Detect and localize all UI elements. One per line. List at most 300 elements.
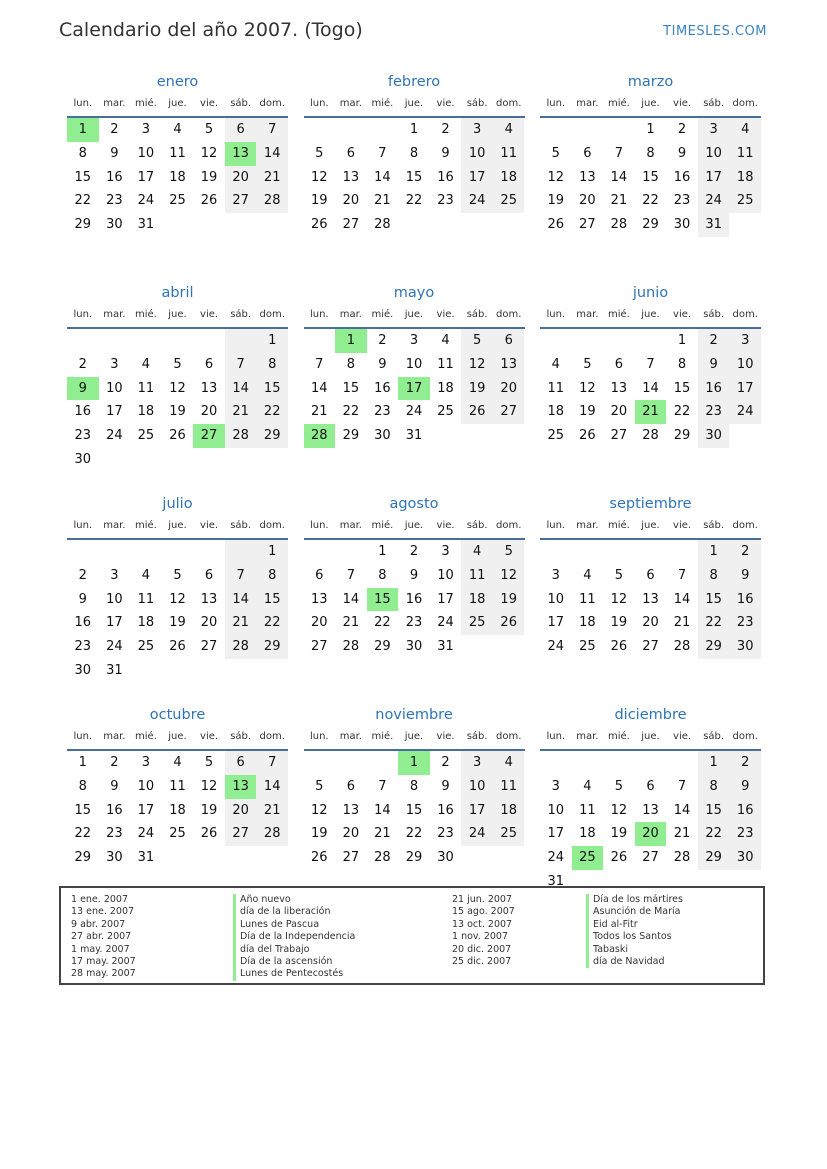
day-cell[interactable]: 30: [437, 850, 454, 866]
day-cell[interactable]: 27: [342, 217, 360, 233]
day-cell[interactable]: 14: [311, 380, 328, 396]
day-cell[interactable]: 28: [225, 424, 257, 448]
day-cell[interactable]: 20: [311, 615, 328, 631]
day-cell[interactable]: 26: [461, 400, 493, 424]
day-cell[interactable]: 5: [173, 567, 182, 583]
day-cell[interactable]: 4: [141, 356, 151, 372]
day-cell[interactable]: 9: [110, 778, 119, 794]
day-cell[interactable]: 18: [169, 802, 186, 818]
day-cell[interactable]: 24: [461, 822, 493, 846]
day-cell[interactable]: 22: [673, 404, 691, 420]
day-cell[interactable]: 28: [256, 822, 288, 846]
day-cell[interactable]: 30: [729, 635, 761, 659]
day-cell[interactable]: 11: [169, 778, 186, 794]
day-cell[interactable]: 24: [547, 850, 565, 866]
day-cell[interactable]: 17: [437, 591, 454, 607]
day-cell[interactable]: 31: [437, 639, 454, 655]
day-cell[interactable]: 26: [311, 850, 328, 866]
day-cell[interactable]: 20: [200, 404, 218, 420]
day-cell[interactable]: 21: [673, 826, 691, 842]
day-cell[interactable]: 18: [493, 166, 525, 190]
day-cell[interactable]: 19: [169, 404, 186, 420]
day-cell[interactable]: 16: [673, 169, 691, 185]
day-cell[interactable]: 10: [461, 142, 493, 166]
day-cell[interactable]: 25: [729, 189, 761, 213]
day-cell[interactable]: 20: [579, 193, 596, 209]
day-cell[interactable]: 23: [374, 404, 391, 420]
day-cell[interactable]: 8: [409, 778, 419, 794]
day-cell[interactable]: 6: [583, 145, 592, 161]
day-cell[interactable]: 15: [74, 169, 92, 185]
day-cell[interactable]: 31: [547, 873, 565, 889]
day-cell[interactable]: 14: [256, 142, 288, 166]
day-cell[interactable]: 20: [610, 404, 628, 420]
day-cell[interactable]: 28: [256, 189, 288, 213]
holiday-day-cell[interactable]: 27: [193, 424, 225, 448]
day-cell[interactable]: 3: [729, 329, 761, 353]
day-cell[interactable]: 7: [646, 356, 655, 372]
day-cell[interactable]: 19: [311, 826, 328, 842]
day-cell[interactable]: 12: [547, 169, 565, 185]
day-cell[interactable]: 6: [493, 329, 525, 353]
day-cell[interactable]: 15: [74, 802, 92, 818]
day-cell[interactable]: 14: [256, 775, 288, 799]
holiday-day-cell[interactable]: 13: [225, 142, 257, 166]
day-cell[interactable]: 14: [374, 169, 391, 185]
day-cell[interactable]: 26: [493, 611, 525, 635]
day-cell[interactable]: 24: [437, 615, 454, 631]
day-cell[interactable]: 8: [409, 145, 419, 161]
day-cell[interactable]: 14: [642, 380, 659, 396]
day-cell[interactable]: 25: [169, 193, 186, 209]
day-cell[interactable]: 20: [642, 615, 659, 631]
day-cell[interactable]: 13: [200, 591, 218, 607]
day-cell[interactable]: 4: [493, 751, 525, 775]
day-cell[interactable]: 16: [437, 169, 454, 185]
day-cell[interactable]: 4: [551, 356, 560, 372]
day-cell[interactable]: 22: [74, 826, 92, 842]
day-cell[interactable]: 3: [551, 778, 560, 794]
holiday-day-cell[interactable]: 9: [67, 377, 99, 401]
day-cell[interactable]: 3: [409, 333, 419, 348]
day-cell[interactable]: 24: [137, 193, 155, 209]
day-cell[interactable]: 30: [374, 428, 391, 444]
day-cell[interactable]: 17: [461, 799, 493, 823]
day-cell[interactable]: 25: [137, 428, 155, 444]
day-cell[interactable]: 7: [225, 353, 257, 377]
day-cell[interactable]: 23: [729, 611, 761, 635]
day-cell[interactable]: 11: [579, 802, 596, 818]
day-cell[interactable]: 6: [315, 567, 324, 583]
day-cell[interactable]: 22: [642, 193, 659, 209]
day-cell[interactable]: 19: [311, 193, 328, 209]
day-cell[interactable]: 14: [610, 169, 628, 185]
day-cell[interactable]: 12: [169, 380, 186, 396]
day-cell[interactable]: 21: [311, 404, 328, 420]
day-cell[interactable]: 2: [78, 356, 87, 372]
day-cell[interactable]: 16: [698, 377, 730, 401]
day-cell[interactable]: 24: [729, 400, 761, 424]
day-cell[interactable]: 12: [610, 591, 628, 607]
day-cell[interactable]: 21: [374, 826, 391, 842]
day-cell[interactable]: 9: [378, 356, 387, 372]
day-cell[interactable]: 10: [106, 591, 123, 607]
day-cell[interactable]: 10: [461, 775, 493, 799]
day-cell[interactable]: 22: [374, 615, 391, 631]
day-cell[interactable]: 3: [461, 118, 493, 142]
day-cell[interactable]: 7: [315, 356, 324, 372]
day-cell[interactable]: 29: [698, 635, 730, 659]
day-cell[interactable]: 12: [200, 145, 218, 161]
day-cell[interactable]: 28: [342, 639, 360, 655]
day-cell[interactable]: 12: [311, 802, 328, 818]
day-cell[interactable]: 1: [378, 544, 387, 559]
day-cell[interactable]: 1: [698, 751, 730, 775]
day-cell[interactable]: 11: [169, 145, 186, 161]
day-cell[interactable]: 21: [225, 400, 257, 424]
day-cell[interactable]: 31: [698, 213, 730, 237]
day-cell[interactable]: 7: [677, 567, 687, 583]
day-cell[interactable]: 25: [493, 822, 525, 846]
day-cell[interactable]: 4: [173, 122, 182, 137]
day-cell[interactable]: 23: [74, 639, 92, 655]
day-cell[interactable]: 17: [698, 166, 730, 190]
day-cell[interactable]: 4: [583, 567, 592, 583]
day-cell[interactable]: 20: [225, 166, 257, 190]
day-cell[interactable]: 8: [346, 356, 355, 372]
day-cell[interactable]: 17: [547, 826, 565, 842]
day-cell[interactable]: 3: [110, 567, 119, 583]
holiday-day-cell[interactable]: 20: [635, 822, 667, 846]
day-cell[interactable]: 30: [74, 451, 92, 467]
day-cell[interactable]: 8: [698, 564, 730, 588]
day-cell[interactable]: 11: [461, 564, 493, 588]
day-cell[interactable]: 23: [405, 615, 423, 631]
site-logo[interactable]: TIMESLES.COM: [663, 24, 767, 39]
day-cell[interactable]: 15: [256, 377, 288, 401]
day-cell[interactable]: 10: [137, 145, 155, 161]
day-cell[interactable]: 23: [673, 193, 691, 209]
day-cell[interactable]: 27: [642, 639, 659, 655]
day-cell[interactable]: 5: [461, 329, 493, 353]
day-cell[interactable]: 7: [225, 564, 257, 588]
day-cell[interactable]: 5: [614, 778, 624, 794]
day-cell[interactable]: 23: [729, 822, 761, 846]
day-cell[interactable]: 6: [646, 778, 655, 794]
day-cell[interactable]: 18: [579, 615, 596, 631]
day-cell[interactable]: 18: [729, 166, 761, 190]
day-cell[interactable]: 31: [405, 428, 423, 444]
day-cell[interactable]: 2: [441, 122, 450, 137]
day-cell[interactable]: 29: [256, 635, 288, 659]
day-cell[interactable]: 18: [547, 404, 565, 420]
day-cell[interactable]: 1: [256, 329, 288, 353]
day-cell[interactable]: 10: [547, 591, 565, 607]
day-cell[interactable]: 8: [256, 353, 288, 377]
day-cell[interactable]: 10: [547, 802, 565, 818]
day-cell[interactable]: 1: [698, 540, 730, 564]
day-cell[interactable]: 29: [342, 428, 360, 444]
day-cell[interactable]: 19: [461, 377, 493, 401]
day-cell[interactable]: 6: [204, 356, 214, 372]
day-cell[interactable]: 2: [441, 755, 450, 770]
day-cell[interactable]: 9: [677, 145, 687, 161]
day-cell[interactable]: 22: [74, 193, 92, 209]
day-cell[interactable]: 2: [677, 122, 687, 137]
day-cell[interactable]: 19: [200, 169, 218, 185]
day-cell[interactable]: 3: [141, 755, 151, 770]
day-cell[interactable]: 7: [256, 118, 288, 142]
day-cell[interactable]: 4: [441, 333, 450, 348]
day-cell[interactable]: 8: [256, 564, 288, 588]
day-cell[interactable]: 17: [137, 802, 155, 818]
day-cell[interactable]: 7: [677, 778, 687, 794]
day-cell[interactable]: 5: [315, 145, 324, 161]
day-cell[interactable]: 24: [106, 428, 123, 444]
holiday-day-cell[interactable]: 1: [67, 118, 99, 142]
day-cell[interactable]: 21: [256, 799, 288, 823]
day-cell[interactable]: 25: [437, 404, 454, 420]
day-cell[interactable]: 20: [225, 799, 257, 823]
day-cell[interactable]: 13: [610, 380, 628, 396]
day-cell[interactable]: 29: [374, 639, 391, 655]
day-cell[interactable]: 2: [110, 122, 119, 137]
day-cell[interactable]: 20: [342, 193, 360, 209]
day-cell[interactable]: 13: [579, 169, 596, 185]
day-cell[interactable]: 2: [729, 751, 761, 775]
day-cell[interactable]: 29: [673, 428, 691, 444]
day-cell[interactable]: 25: [579, 639, 596, 655]
day-cell[interactable]: 15: [342, 380, 360, 396]
day-cell[interactable]: 21: [256, 166, 288, 190]
day-cell[interactable]: 14: [225, 377, 257, 401]
day-cell[interactable]: 1: [78, 755, 87, 770]
day-cell[interactable]: 8: [646, 145, 655, 161]
day-cell[interactable]: 12: [493, 564, 525, 588]
day-cell[interactable]: 4: [583, 778, 592, 794]
holiday-day-cell[interactable]: 1: [335, 329, 367, 353]
day-cell[interactable]: 17: [461, 166, 493, 190]
day-cell[interactable]: 13: [200, 380, 218, 396]
day-cell[interactable]: 14: [673, 591, 691, 607]
day-cell[interactable]: 18: [579, 826, 596, 842]
day-cell[interactable]: 3: [110, 356, 119, 372]
holiday-day-cell[interactable]: 28: [304, 424, 336, 448]
day-cell[interactable]: 6: [225, 118, 257, 142]
day-cell[interactable]: 23: [437, 193, 454, 209]
day-cell[interactable]: 7: [614, 145, 624, 161]
day-cell[interactable]: 3: [551, 567, 560, 583]
day-cell[interactable]: 9: [441, 145, 450, 161]
day-cell[interactable]: 19: [493, 588, 525, 612]
day-cell[interactable]: 15: [405, 169, 423, 185]
day-cell[interactable]: 27: [493, 400, 525, 424]
day-cell[interactable]: 10: [137, 778, 155, 794]
day-cell[interactable]: 31: [137, 850, 155, 866]
day-cell[interactable]: 11: [493, 142, 525, 166]
day-cell[interactable]: 14: [374, 802, 391, 818]
day-cell[interactable]: 7: [346, 567, 355, 583]
day-cell[interactable]: 29: [642, 217, 659, 233]
day-cell[interactable]: 12: [311, 169, 328, 185]
holiday-day-cell[interactable]: 25: [572, 846, 604, 870]
day-cell[interactable]: 16: [405, 591, 423, 607]
day-cell[interactable]: 23: [106, 193, 123, 209]
day-cell[interactable]: 15: [405, 802, 423, 818]
day-cell[interactable]: 16: [106, 802, 123, 818]
day-cell[interactable]: 17: [137, 169, 155, 185]
day-cell[interactable]: 22: [698, 822, 730, 846]
day-cell[interactable]: 11: [137, 591, 155, 607]
day-cell[interactable]: 6: [204, 567, 214, 583]
day-cell[interactable]: 18: [137, 615, 155, 631]
day-cell[interactable]: 10: [437, 567, 454, 583]
day-cell[interactable]: 30: [74, 662, 92, 678]
day-cell[interactable]: 9: [78, 591, 87, 607]
day-cell[interactable]: 10: [729, 353, 761, 377]
day-cell[interactable]: 12: [610, 802, 628, 818]
day-cell[interactable]: 12: [200, 778, 218, 794]
day-cell[interactable]: 23: [74, 428, 92, 444]
day-cell[interactable]: 17: [106, 404, 123, 420]
day-cell[interactable]: 5: [551, 145, 560, 161]
day-cell[interactable]: 8: [78, 778, 87, 794]
day-cell[interactable]: 8: [698, 775, 730, 799]
day-cell[interactable]: 16: [374, 380, 391, 396]
day-cell[interactable]: 19: [610, 615, 628, 631]
day-cell[interactable]: 21: [342, 615, 360, 631]
day-cell[interactable]: 15: [673, 380, 691, 396]
day-cell[interactable]: 17: [729, 377, 761, 401]
day-cell[interactable]: 6: [225, 751, 257, 775]
day-cell[interactable]: 14: [225, 588, 257, 612]
day-cell[interactable]: 9: [729, 564, 761, 588]
day-cell[interactable]: 11: [437, 356, 454, 372]
day-cell[interactable]: 28: [225, 635, 257, 659]
day-cell[interactable]: 25: [137, 639, 155, 655]
day-cell[interactable]: 5: [493, 540, 525, 564]
day-cell[interactable]: 21: [374, 193, 391, 209]
day-cell[interactable]: 24: [137, 826, 155, 842]
day-cell[interactable]: 18: [437, 380, 454, 396]
day-cell[interactable]: 28: [374, 217, 391, 233]
day-cell[interactable]: 22: [256, 400, 288, 424]
day-cell[interactable]: 21: [673, 615, 691, 631]
day-cell[interactable]: 11: [493, 775, 525, 799]
day-cell[interactable]: 13: [342, 802, 360, 818]
day-cell[interactable]: 15: [698, 588, 730, 612]
day-cell[interactable]: 12: [461, 353, 493, 377]
day-cell[interactable]: 20: [342, 826, 360, 842]
day-cell[interactable]: 13: [642, 802, 659, 818]
day-cell[interactable]: 18: [137, 404, 155, 420]
day-cell[interactable]: 16: [74, 404, 92, 420]
day-cell[interactable]: 13: [642, 591, 659, 607]
day-cell[interactable]: 4: [173, 755, 182, 770]
day-cell[interactable]: 6: [346, 778, 355, 794]
holiday-day-cell[interactable]: 15: [367, 588, 399, 612]
day-cell[interactable]: 6: [646, 567, 655, 583]
day-cell[interactable]: 27: [642, 850, 659, 866]
day-cell[interactable]: 2: [378, 333, 387, 348]
day-cell[interactable]: 24: [461, 189, 493, 213]
day-cell[interactable]: 4: [493, 118, 525, 142]
day-cell[interactable]: 27: [225, 822, 257, 846]
day-cell[interactable]: 6: [346, 145, 355, 161]
day-cell[interactable]: 30: [405, 639, 423, 655]
day-cell[interactable]: 30: [698, 424, 730, 448]
day-cell[interactable]: 24: [547, 639, 565, 655]
day-cell[interactable]: 1: [646, 122, 655, 137]
day-cell[interactable]: 28: [642, 428, 659, 444]
day-cell[interactable]: 5: [583, 356, 592, 372]
day-cell[interactable]: 19: [547, 193, 565, 209]
day-cell[interactable]: 5: [315, 778, 324, 794]
day-cell[interactable]: 20: [200, 615, 218, 631]
day-cell[interactable]: 22: [342, 404, 360, 420]
day-cell[interactable]: 3: [698, 118, 730, 142]
day-cell[interactable]: 5: [614, 567, 624, 583]
day-cell[interactable]: 25: [169, 826, 186, 842]
day-cell[interactable]: 2: [729, 540, 761, 564]
day-cell[interactable]: 7: [378, 145, 387, 161]
day-cell[interactable]: 6: [614, 356, 624, 372]
day-cell[interactable]: 22: [405, 826, 423, 842]
day-cell[interactable]: 31: [106, 662, 123, 678]
day-cell[interactable]: 2: [698, 329, 730, 353]
holiday-day-cell[interactable]: 21: [635, 400, 667, 424]
day-cell[interactable]: 16: [106, 169, 123, 185]
day-cell[interactable]: 2: [110, 755, 119, 770]
day-cell[interactable]: 14: [673, 802, 691, 818]
day-cell[interactable]: 28: [610, 217, 628, 233]
day-cell[interactable]: 11: [547, 380, 565, 396]
day-cell[interactable]: 11: [729, 142, 761, 166]
day-cell[interactable]: 30: [106, 217, 123, 233]
day-cell[interactable]: 7: [378, 778, 387, 794]
day-cell[interactable]: 31: [137, 217, 155, 233]
day-cell[interactable]: 25: [461, 611, 493, 635]
day-cell[interactable]: 26: [610, 639, 628, 655]
day-cell[interactable]: 21: [225, 611, 257, 635]
day-cell[interactable]: 8: [78, 145, 87, 161]
day-cell[interactable]: 1: [677, 333, 687, 348]
day-cell[interactable]: 26: [610, 850, 628, 866]
day-cell[interactable]: 12: [579, 380, 596, 396]
day-cell[interactable]: 10: [106, 380, 123, 396]
day-cell[interactable]: 18: [461, 588, 493, 612]
holiday-day-cell[interactable]: 17: [398, 377, 430, 401]
day-cell[interactable]: 26: [311, 217, 328, 233]
day-cell[interactable]: 9: [698, 353, 730, 377]
day-cell[interactable]: 16: [729, 799, 761, 823]
day-cell[interactable]: 20: [493, 377, 525, 401]
day-cell[interactable]: 19: [579, 404, 596, 420]
day-cell[interactable]: 1: [256, 540, 288, 564]
day-cell[interactable]: 26: [547, 217, 565, 233]
day-cell[interactable]: 3: [441, 544, 450, 559]
day-cell[interactable]: 2: [78, 567, 87, 583]
day-cell[interactable]: 26: [200, 826, 218, 842]
day-cell[interactable]: 13: [311, 591, 328, 607]
day-cell[interactable]: 17: [106, 615, 123, 631]
day-cell[interactable]: 24: [698, 189, 730, 213]
day-cell[interactable]: 12: [169, 591, 186, 607]
day-cell[interactable]: 5: [173, 356, 182, 372]
day-cell[interactable]: 29: [74, 850, 92, 866]
day-cell[interactable]: 9: [409, 567, 419, 583]
day-cell[interactable]: 2: [409, 544, 419, 559]
